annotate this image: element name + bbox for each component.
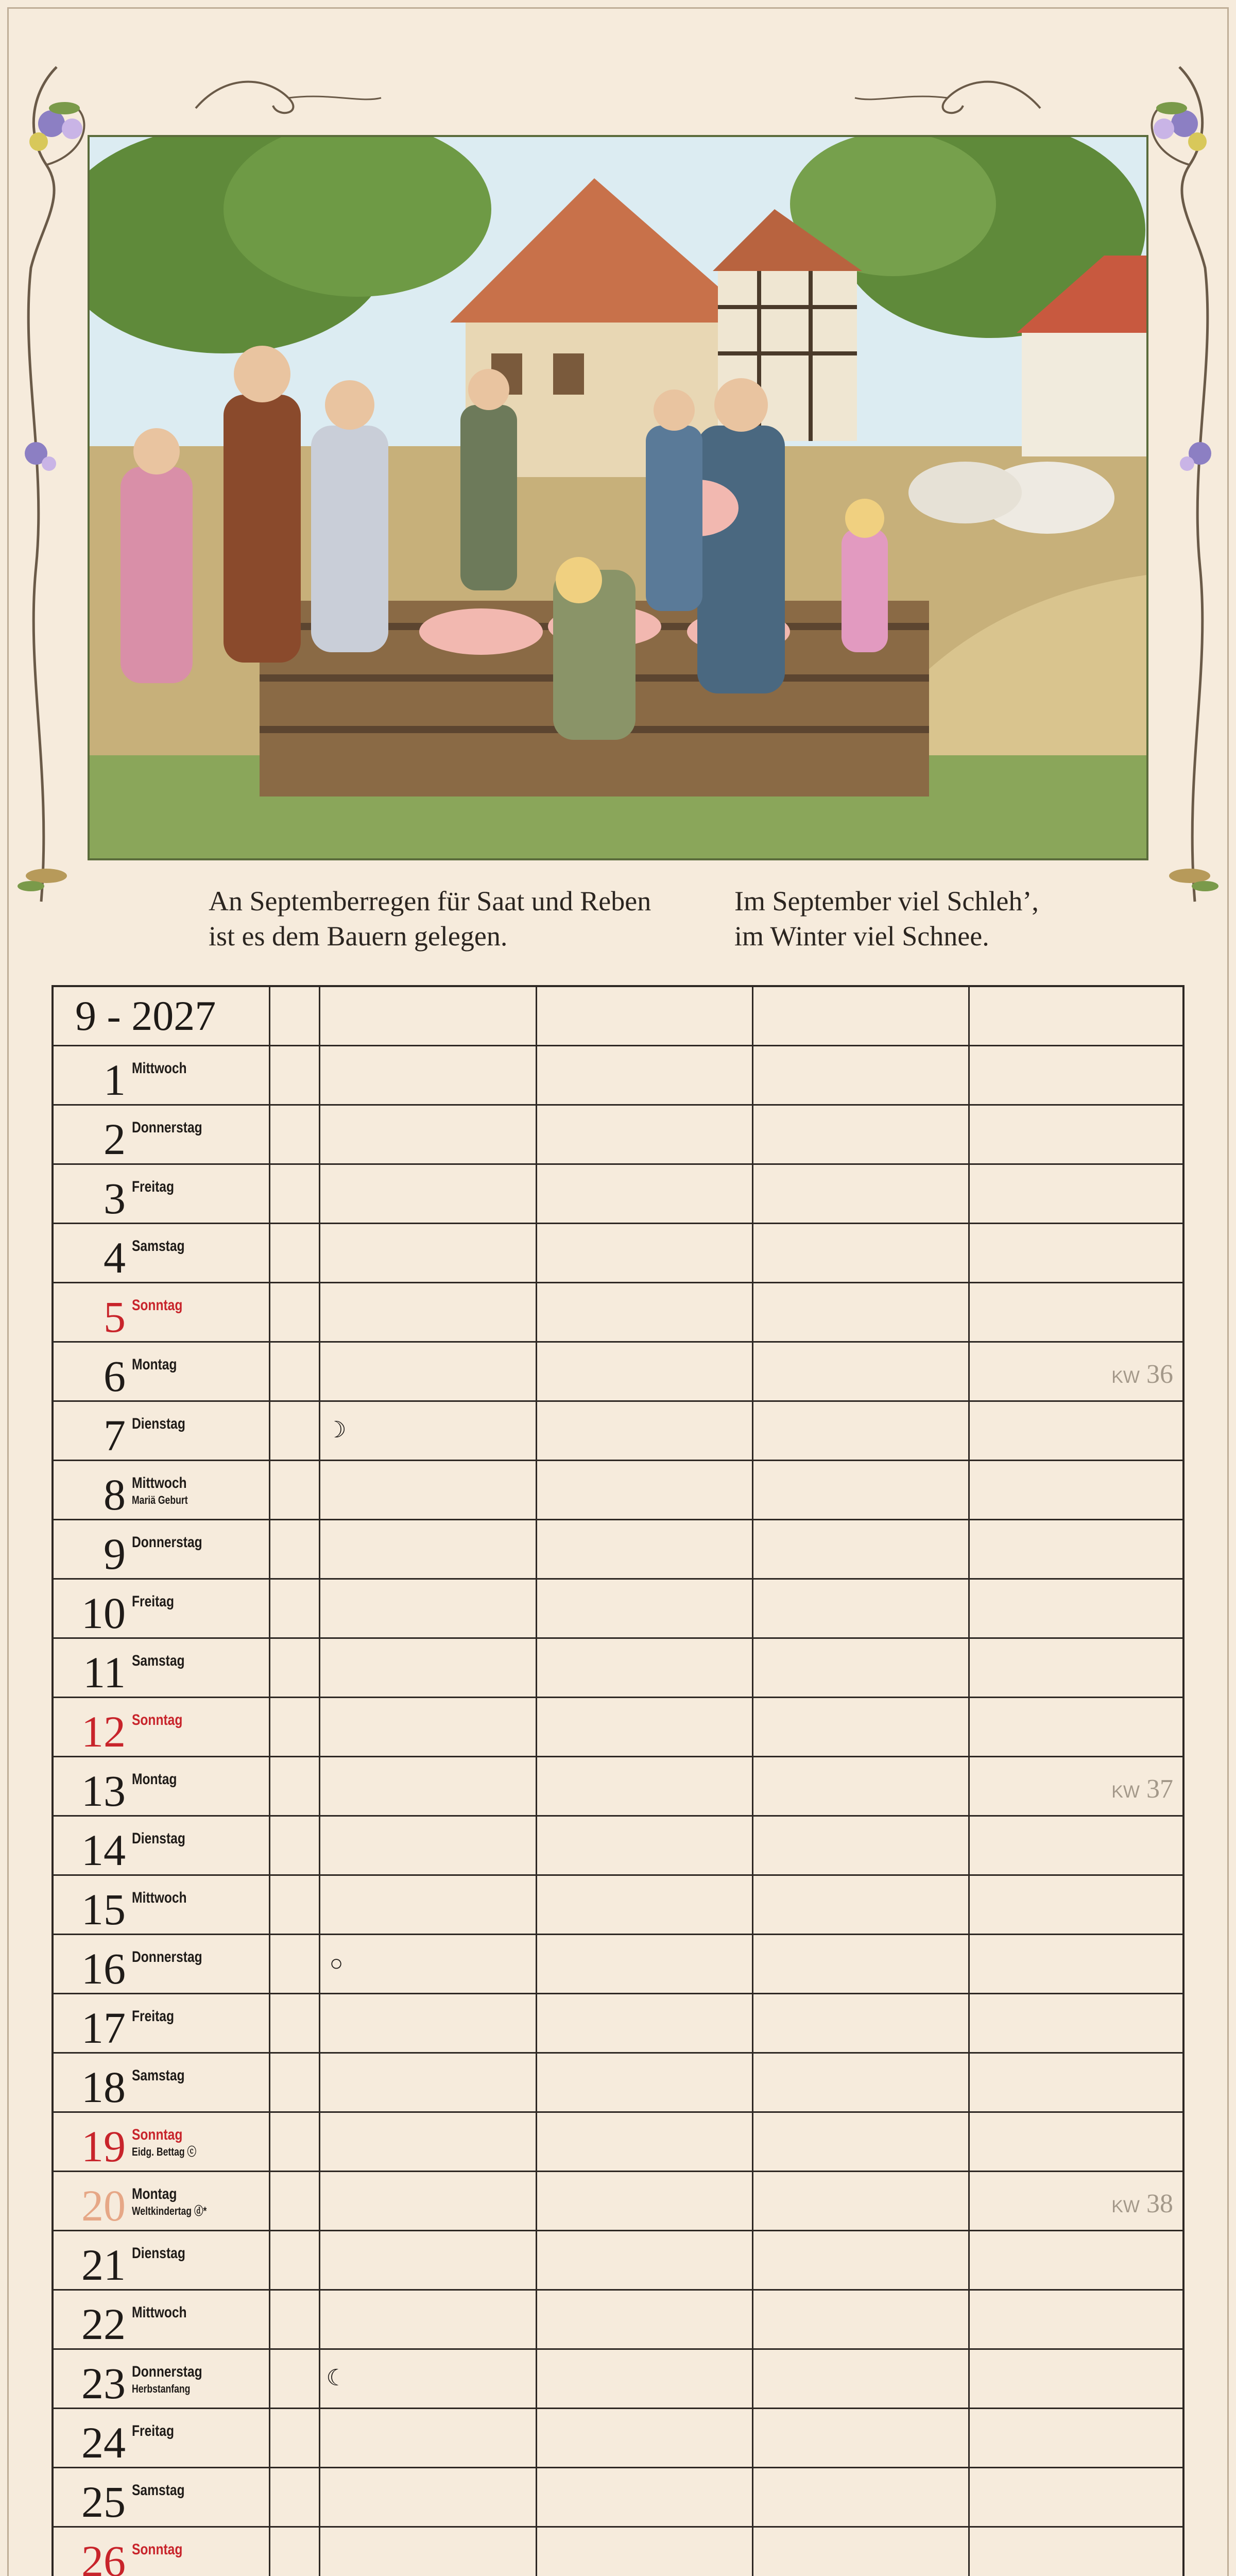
day-row[interactable] <box>54 2467 1182 2526</box>
day-row[interactable] <box>54 1163 1182 1223</box>
day-row[interactable] <box>54 1400 1182 1460</box>
weekday-name: Samstag <box>132 2482 185 2499</box>
weekday-name: Montag <box>132 2185 177 2202</box>
day-row[interactable] <box>54 2111 1182 2171</box>
calendar-header <box>54 987 1182 1045</box>
proverb-left-line1: An Septemberregen für Saat und Reben <box>209 886 651 917</box>
day-number: 15 <box>81 1885 126 1934</box>
holiday-note: Weltkindertag ⓓ* <box>132 2205 207 2217</box>
day-row[interactable] <box>54 1104 1182 1163</box>
day-row[interactable] <box>54 1341 1182 1400</box>
day-number: 5 <box>104 1292 126 1342</box>
day-row[interactable] <box>54 1993 1182 2052</box>
day-row[interactable] <box>54 1815 1182 1874</box>
day-number: 20 <box>81 2181 126 2230</box>
day-row[interactable] <box>54 1578 1182 1637</box>
weekday-name: Mittwoch <box>132 1060 187 1077</box>
day-number: 14 <box>81 1825 126 1875</box>
weekday-name: Mittwoch <box>132 1475 187 1492</box>
weekday-name: Freitag <box>132 2422 175 2439</box>
weekday-name: Freitag <box>132 2008 175 2025</box>
day-row[interactable] <box>54 2171 1182 2230</box>
day-number: 16 <box>81 1944 126 1993</box>
weekday-name: Freitag <box>132 1178 175 1195</box>
calendar-week-label <box>1111 1776 1173 1805</box>
day-number: 25 <box>81 2477 126 2527</box>
day-number: 8 <box>104 1470 126 1519</box>
weekday-name: Sonntag <box>132 2541 183 2558</box>
day-number: 11 <box>83 1648 126 1697</box>
day-row[interactable] <box>54 1637 1182 1697</box>
day-row[interactable] <box>54 1282 1182 1341</box>
calendar-week-prefix: KW <box>1111 2197 1140 2216</box>
day-row[interactable] <box>54 2289 1182 2348</box>
weekday-name: Montag <box>132 1771 177 1788</box>
weekday-name: Donnerstag <box>132 2363 202 2380</box>
day-number: 6 <box>104 1351 126 1401</box>
weekday-name: Mittwoch <box>132 2304 187 2321</box>
weekday-name: Dienstag <box>132 1830 185 1847</box>
moon-phase-icon: ☾ <box>326 2365 347 2391</box>
day-number: 17 <box>81 2003 126 2053</box>
holiday-note: Eidg. Bettag ⓒ <box>132 2145 197 2158</box>
weekday-name: Mittwoch <box>132 1889 187 1906</box>
calendar-week-label <box>1111 2191 1173 2220</box>
day-row[interactable] <box>54 1874 1182 1934</box>
day-row[interactable] <box>54 2052 1182 2111</box>
weekday-name: Dienstag <box>132 1415 185 1432</box>
weekday-name: Freitag <box>132 1593 175 1610</box>
day-number: 3 <box>104 1174 126 1223</box>
day-row[interactable] <box>54 2230 1182 2289</box>
day-number: 21 <box>81 2240 126 2290</box>
weekday-name: Sonntag <box>132 2126 183 2143</box>
calendar-grid <box>52 985 1184 2576</box>
day-number: 19 <box>81 2122 126 2171</box>
pig-market-illustration <box>88 135 1148 860</box>
holiday-note: Herbstanfang <box>132 2382 191 2395</box>
day-row[interactable] <box>54 1223 1182 1282</box>
weekday-name: Sonntag <box>132 1297 183 1314</box>
weekday-name: Dienstag <box>132 2245 185 2262</box>
proverb-right-line2: im Winter viel Schnee. <box>734 921 989 952</box>
calendar-week-number: 38 <box>1146 2189 1173 2218</box>
holiday-note: Mariä Geburt <box>132 1494 188 1506</box>
day-number: 23 <box>81 2359 126 2408</box>
weekday-name: Samstag <box>132 1652 185 1669</box>
day-number: 4 <box>104 1233 126 1282</box>
day-number: 9 <box>104 1529 126 1579</box>
calendar-week-label <box>1111 1361 1173 1391</box>
day-row[interactable] <box>54 1756 1182 1815</box>
day-number: 22 <box>81 2299 126 2349</box>
calendar-week-number: 37 <box>1146 1774 1173 1804</box>
weekday-name: Donnerstag <box>132 1534 202 1551</box>
day-row[interactable] <box>54 1697 1182 1756</box>
day-row[interactable] <box>54 1519 1182 1578</box>
day-number: 13 <box>81 1766 126 1816</box>
weekday-name: Donnerstag <box>132 1948 202 1965</box>
weekday-name: Sonntag <box>132 1711 183 1728</box>
day-number: 7 <box>104 1411 126 1460</box>
day-row[interactable] <box>54 1460 1182 1519</box>
calendar-week-prefix: KW <box>1111 1367 1140 1387</box>
day-row[interactable] <box>54 1045 1182 1104</box>
day-number: 24 <box>81 2418 126 2467</box>
calendar-week-number: 36 <box>1146 1360 1173 1389</box>
day-number: 2 <box>104 1114 126 1164</box>
moon-phase-icon: ○ <box>329 1951 344 1976</box>
weekday-name: Samstag <box>132 1238 185 1255</box>
day-number: 1 <box>104 1055 126 1105</box>
weekday-name: Donnerstag <box>132 1119 202 1136</box>
scroll-ornament-top <box>185 62 1051 124</box>
day-number: 18 <box>81 2062 126 2112</box>
proverb-left <box>209 884 651 954</box>
moon-phase-icon: ☽ <box>326 1417 347 1443</box>
calendar-week-prefix: KW <box>1111 1782 1140 1802</box>
proverb-right-line1: Im September viel Schleh’, <box>734 886 1039 917</box>
day-row[interactable] <box>54 1934 1182 1993</box>
day-row[interactable] <box>54 2348 1182 2408</box>
weekday-name: Montag <box>132 1356 177 1373</box>
weekday-name: Samstag <box>132 2067 185 2084</box>
day-number: 12 <box>81 1707 126 1756</box>
proverb-left-line2: ist es dem Bauern gelegen. <box>209 921 508 952</box>
day-row[interactable] <box>54 2408 1182 2467</box>
day-number: 26 <box>81 2536 126 2576</box>
proverb-right <box>734 884 1039 954</box>
month-year-label: 9 - 2027 <box>75 992 216 1039</box>
day-row[interactable] <box>54 2526 1182 2576</box>
day-number: 10 <box>81 1588 126 1638</box>
